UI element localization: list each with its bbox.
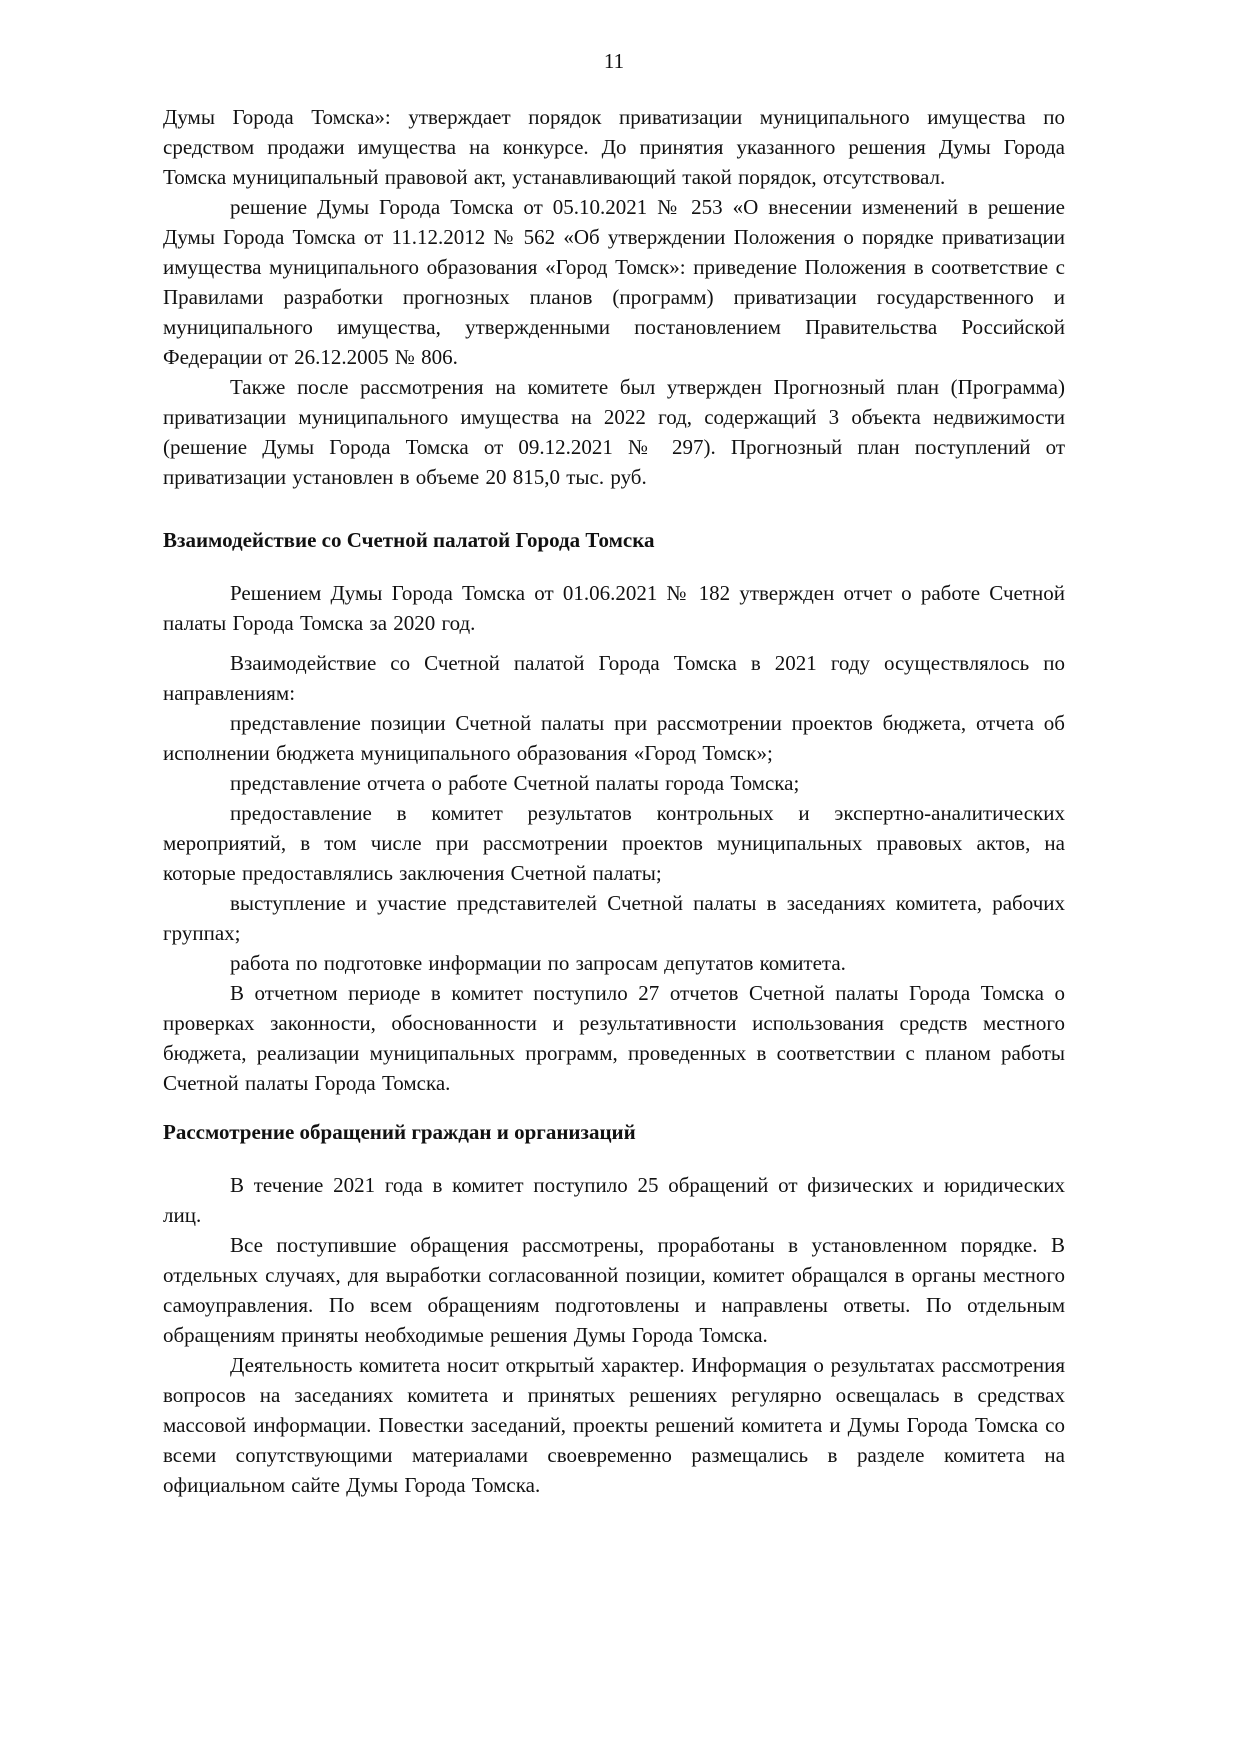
paragraph: представление позиции Счетной палаты при рассмотрении проектов бюджета, отчета об исполнении бюджета муниципального образования «Город Томск»;: [163, 711, 1065, 765]
paragraph: В течение 2021 года в комитет поступило 25 обращений от физических и юридических лиц.: [163, 1173, 1065, 1227]
paragraph: выступление и участие представителей Счетной палаты в заседаниях комитета, рабочих группах;: [163, 891, 1065, 945]
paragraph: Думы Города Томска»: утверждает порядок приватизации муниципального имущества по средством продажи имущества на конкурсе. До принятия указанного решения Думы Города Томска муниципальный правовой акт, устанавливающий такой порядок, отсутствовал.: [163, 105, 1065, 189]
paragraph: работа по подготовке информации по запросам депутатов комитета.: [230, 951, 846, 975]
paragraph: предоставление в комитет результатов контрольных и экспертно-аналитических мероприятий, в том числе при рассмотрении проектов муниципальных правовых актов, на которые предоставлялись заключения Счетной палаты;: [163, 801, 1065, 885]
paragraph: Взаимодействие со Счетной палатой Города Томска в 2021 году осуществлялось по направлениям:: [163, 651, 1065, 705]
document-body: [163, 102, 1065, 1500]
paragraph: решение Думы Города Томска от 05.10.2021 № 253 «О внесении изменений в решение Думы Города Томска от 11.12.2012 № 562 «Об утверждении Положения о порядке приватизации имущества муниципального образования «Город Томск»: приведение Положения в соответствие с Правилами разработки прогнозных планов (программ) приватизации государственного и муниципального имущества, утвержденными постановлением Правительства Российской Федерации от 26.12.2005 № 806.: [163, 195, 1065, 369]
paragraph: Деятельность комитета носит открытый характер. Информация о результатах рассмотрения вопросов на заседаниях комитета и принятых решениях регулярно освещалась в средствах массовой информации. Повестки заседаний, проекты решений комитета и Думы Города Томска со всеми сопутствующими материалами своевременно размещались в разделе комитета на официальном сайте Думы Города Томска.: [163, 1353, 1065, 1497]
paragraph: Также после рассмотрения на комитете был утвержден Прогнозный план (Программа) приватизации муниципального имущества на 2022 год, содержащий 3 объекта недвижимости (решение Думы Города Томска от 09.12.2021 № 297). Прогнозный план поступлений от приватизации установлен в объеме 20 815,0 тыс. руб.: [163, 375, 1065, 489]
page-number: 11: [603, 49, 625, 73]
paragraph: Решением Думы Города Томска от 01.06.2021 № 182 утвержден отчет о работе Счетной палаты Города Томска за 2020 год.: [163, 581, 1065, 635]
section-heading: Взаимодействие со Счетной палатой Города Томска: [163, 528, 655, 552]
paragraph: В отчетном периоде в комитет поступило 27 отчетов Счетной палаты Города Томска о проверках законности, обоснованности и результативности использования средств местного бюджета, реализации муниципальных программ, проведенных в соответствии с планом работы Счетной палаты Города Томска.: [163, 981, 1065, 1095]
paragraph: представление отчета о работе Счетной палаты города Томска;: [230, 771, 800, 795]
section-heading: Рассмотрение обращений граждан и организаций: [163, 1120, 636, 1144]
paragraph: Все поступившие обращения рассмотрены, проработаны в установленном порядке. В отдельных случаях, для выработки согласованной позиции, комитет обращался в органы местного самоуправления. По всем обращениям подготовлены и направлены ответы. По отдельным обращениям приняты необходимые решения Думы Города Томска.: [163, 1233, 1065, 1347]
